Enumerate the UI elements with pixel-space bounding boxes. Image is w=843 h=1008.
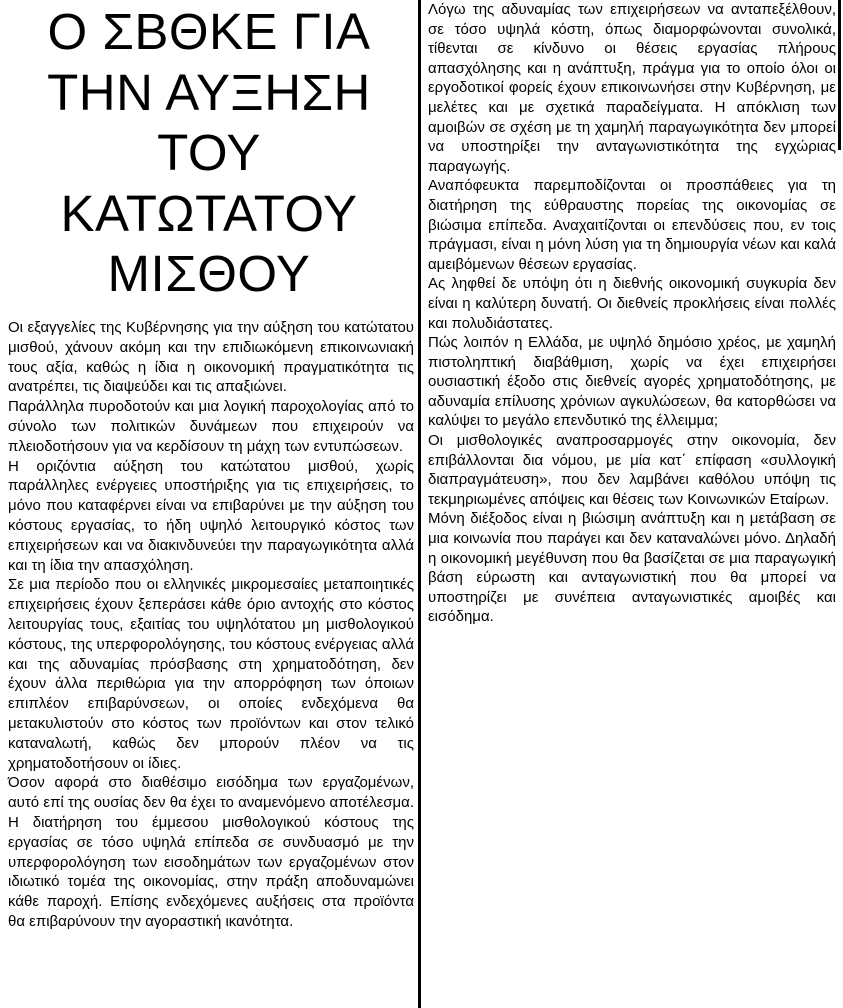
right-edge-rule [838, 0, 841, 150]
body-paragraph: Σε μια περίοδο που οι ελληνικές μικρομεσαίες μεταποιητικές επιχειρήσεις έχουν ξεπεράσει κάθε όριο αντοχής στο κόστος λειτουργίας τους, εξαιτίας του υψηλότατου μη μισθολογικού κόστους, της υπερφορολόγησης, του κόστους ενέργειας αλλά και της αδυναμίας πρόσβασης στη χρηματοδότηση, δεν έχουν άλλα περιθώρια για την απορρόφηση των όποιων επιπλέον επιβαρύνσεων, οι οποίες ενδεχόμενα θα μετακυλιστούν στο κόστος των προϊόντων και στον τελικό καταναλωτή, καθώς δεν μπορούν πλέον να τις χρηματοδοτήσουν οι ίδιες. [8, 576, 414, 772]
column-divider [418, 0, 421, 1008]
body-paragraph: Αναπόφευκτα παρεμποδίζονται οι προσπάθειες για τη διατήρηση της εύθραυστης πορείας της οικονομίας σε βιώσιμα επίπεδα. Αναχαιτίζονται οι επενδύσεις που, εν τοις πράγμασι, είναι η μόνη λύση για τη δημιουργία νέων και καλά αμειβόμενων θέσεων εργασίας. [428, 177, 836, 273]
body-paragraph: Λόγω της αδυναμίας των επιχειρήσεων να ανταπεξέλθουν, σε τόσο υψηλά κόστη, όπως διαμορφώνονται συνολικά, τίθενται σε κίνδυνο οι θέσεις εργασίας πλήρους απασχόλησης και η ανάπτυξη, πράγμα για το οποίο όλοι οι εργοδοτικοί φορείς έχουν επικοινωνήσει στην Κυβέρνηση, με μελέτες και με σχετικά παραδείγματα. Η απόκλιση των αμοιβών σε σχέση με τη χαμηλή παραγωγικότητα δεν μπορεί να υποστηρίξει την ανταγωνιστικότητα της εγχώριας παραγωγής. [428, 1, 836, 175]
body-paragraph: Όσον αφορά στο διαθέσιμο εισόδημα των εργαζομένων, αυτό επί της ουσίας δεν θα έχει το αναμενόμενο αποτέλεσμα. Η διατήρηση του έμμεσου μισθολογικού κόστους της εργασίας σε τόσο υψηλά επίπεδα σε συνδυασμό με την υπερφορολόγηση των εισοδημάτων των εργαζομένων στον ιδιωτικό τομέα της οικονομίας, στην πράξη αποδυναμώνει κάθε παροχή. Επίσης ενδεχόμενες αυξήσεις στα προϊόντα θα επιβαρύνουν την αγοραστική ικανότητα. [8, 774, 414, 930]
body-paragraph: Παράλληλα πυροδοτούν και μια λογική παροχολογίας από το σύνολο των πολιτικών δυνάμεων που επιχειρούν να πλειοδοτήσουν για να κερδίσουν τη μάχη των εντυπώσεων. [8, 398, 414, 455]
left-body-text [8, 318, 414, 932]
headline-line: ΚΑΤΩΤΑΤΟΥ [60, 184, 358, 242]
headline-line: ΜΙΣΘΟΥ [107, 245, 311, 302]
headline-line: ΤΗΝ ΑΥΞΗΣΗ [47, 63, 371, 121]
body-paragraph: Ας ληφθεί δε υπόψη ότι η διεθνής οικονομική συγκυρία δεν είναι η καλύτερη δυνατή. Οι διεθνείς προκλήσεις είναι πολλές και πολυδιάστατες. [428, 275, 836, 332]
left-column [0, 0, 418, 1008]
article-headline [0, 2, 418, 305]
headline-line: Ο ΣΒΘΚΕ ΓΙΑ [47, 3, 371, 60]
body-paragraph: Οι εξαγγελίες της Κυβέρνησης για την αύξηση του κατώτατου μισθού, χάνουν ακόμη και την επιδιωκόμενη επικοινωνιακή τους αξία, καθώς η ίδια η οικονομική πραγματικότητα τις ανατρέπει, τις διαψεύδει και τις απαξιώνει. [8, 319, 414, 396]
body-paragraph: Πώς λοιπόν η Ελλάδα, με υψηλό δημόσιο χρέος, με χαμηλή πιστοληπτική διαβάθμιση, χωρίς να έχει επιχειρήσει ουσιαστική έξοδο στις διεθνείς αγορές χρηματοδότησης, με αδυναμία επίλυσης χρόνιων αγκυλώσεων, θα κατορθώσει να καλύψει το μεγάλο επενδυτικό της έλλειμμα; [428, 334, 836, 430]
headline-line: ΤΟΥ [157, 124, 261, 181]
right-column [428, 0, 836, 627]
body-paragraph: Η οριζόντια αύξηση του κατώτατου μισθού, χωρίς παράλληλες ενέργειες υποστήριξης για τις επιχειρήσεις, το μόνο που καταφέρνει είναι να επιβαρύνει με την αύξηση του κόστους εργασίας, το ήδη υψηλό λειτουργικό κόστος των επιχειρήσεων και να διακινδυνεύει την παραγωγικότητα αλλά και τη ίδια την απασχόληση. [8, 457, 414, 574]
body-paragraph: Οι μισθολογικές αναπροσαρμογές στην οικονομία, δεν επιβάλλονται δια νόμου, με μία κατ΄ επίφαση «συλλογική διαπραγμάτευση», που δεν λαμβάνει καθόλου υπόψη τις τεκμηριωμένες απόψεις και θέσεις των Κοινωνικών Εταίρων. [428, 432, 836, 508]
body-paragraph: Μόνη διέξοδος είναι η βιώσιμη ανάπτυξη και η μετάβαση σε μια κοινωνία που παράγει και δεν καταναλώνει μόνο. Δηλαδή η οικονομική μεγέθυνση που θα βασίζεται σε μια παραγωγική βάση εύρωστη και ανταγωνιστική που θα μπορεί να υποστηρίζει με συνέπεια ανταγωνιστικές αμοιβές και εισόδημα. [428, 510, 836, 626]
